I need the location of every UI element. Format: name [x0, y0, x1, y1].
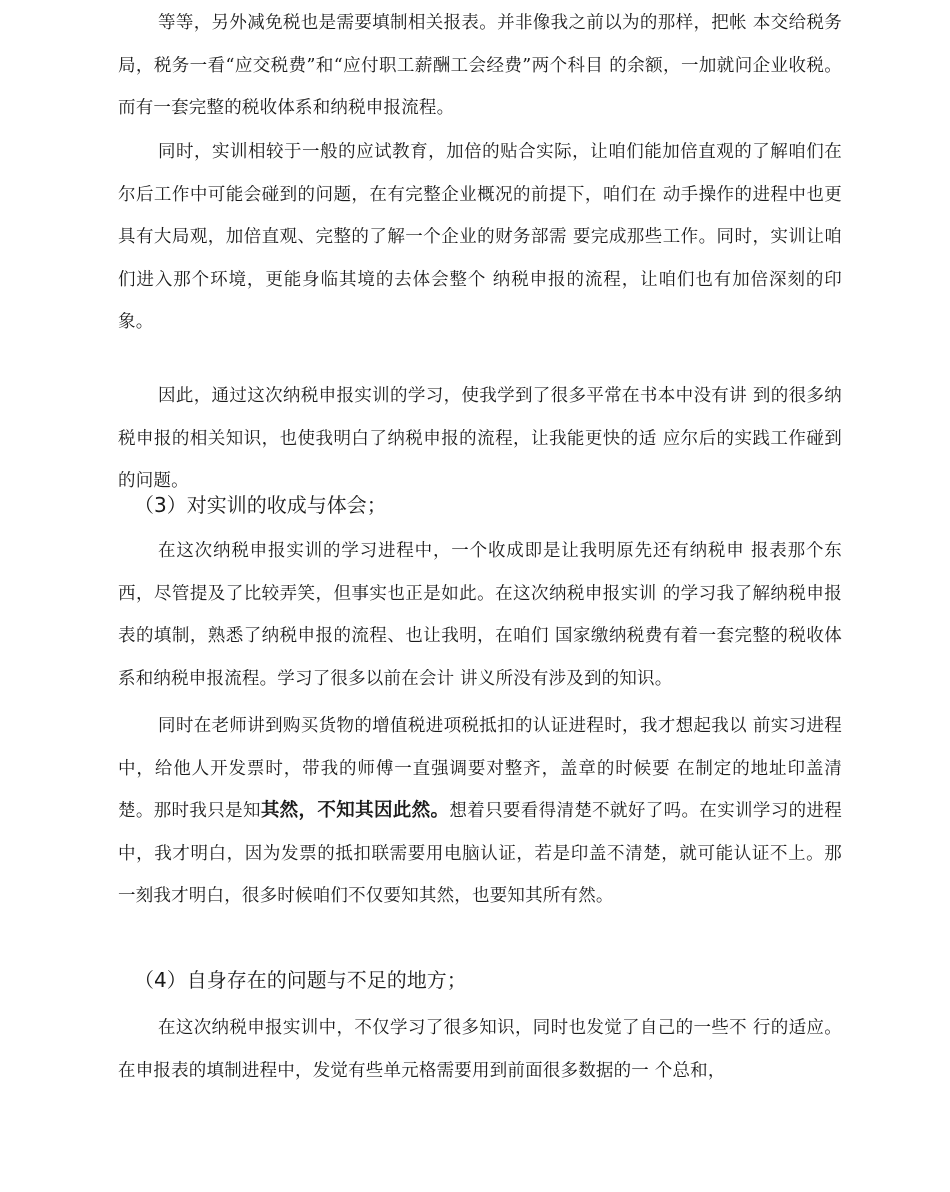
- paragraph-text-before: 同时在老师讲到购买货物的增值税进项税抵扣的认证进程时，我才想起我以 前实习进程中，给他人开发票时，带我的师傅一直强调要对整齐，盖章的时候要 在制定的地址印盖清楚。那时我只是知: [118, 716, 842, 821]
- paragraph-shortcomings: 在这次纳税申报实训中，不仅学习了很多知识，同时也发觉了自己的一些不 行的适应。在申报表的填制进程中，发觉有些单元格需要用到前面很多数据的一 个总和，: [118, 1018, 842, 1081]
- paragraph-conclusion: 因此，通过这次纳税申报实训的学习，使我学到了很多平常在书本中没有讲 到的很多纳税申报的相关知识，也使我明白了纳税申报的流程，让我能更快的适 应尔后的实践工作碰到的问题。: [118, 386, 842, 491]
- paragraph-tax-reduction: 等等，另外减免税也是需要填制相关报表。并非像我之前以为的那样，把帐 本交给税务局，税务一看“应交税费”和“应付职工薪酬工会经费”两个科目 的余额，一加就问企业收税。而有一套完整的税收体系和纳税申报流程。: [118, 13, 842, 118]
- section-heading-3: （3）对实训的收成与体会；: [134, 493, 387, 517]
- paragraph-practical-training: 同时，实训相较于一般的应试教育，加倍的贴合实际，让咱们能加倍直观的了解咱们在尔后工作中可能会碰到的问题，在有完整企业概况的前提下，咱们在 动手操作的进程中也更具有大局观，加倍直观、完整的了解一个企业的财务部需 要完成那些工作。同时，实训让咱们进入那个环境，更能身临其境的去体会整个 纳税申报的流程，让咱们也有加倍深刻的印象。: [118, 142, 842, 332]
- section-heading-4: （4）自身存在的问题与不足的地方；: [134, 968, 467, 992]
- emphasized-text: 其然，不知其因此然。: [260, 800, 450, 821]
- paragraph-text-after: 想着只要看得清楚不就好了吗。在实训学习的进程中，我才明白，因为发票的抵扣联需要用电脑认证，若是印盖不清楚，就可能认证不上。那一刻我才明白，很多时候咱们不仅要知其然，也要知其所有然。: [118, 801, 842, 906]
- paragraph-invoice-stamp: [118, 705, 842, 918]
- paragraph-harvest: 在这次纳税申报实训的学习进程中，一个收成即是让我明原先还有纳税申 报表那个东西，尽管提及了比较弄笑，但事实也正是如此。在这次纳税申报实训 的学习我了解纳税申报表的填制，熟悉了纳税申报的流程、也让我明，在咱们 国家缴纳税费有着一套完整的税收体系和纳税申报流程。学习了很多以前在会计 讲义所没有涉及到的知识。: [118, 541, 842, 689]
